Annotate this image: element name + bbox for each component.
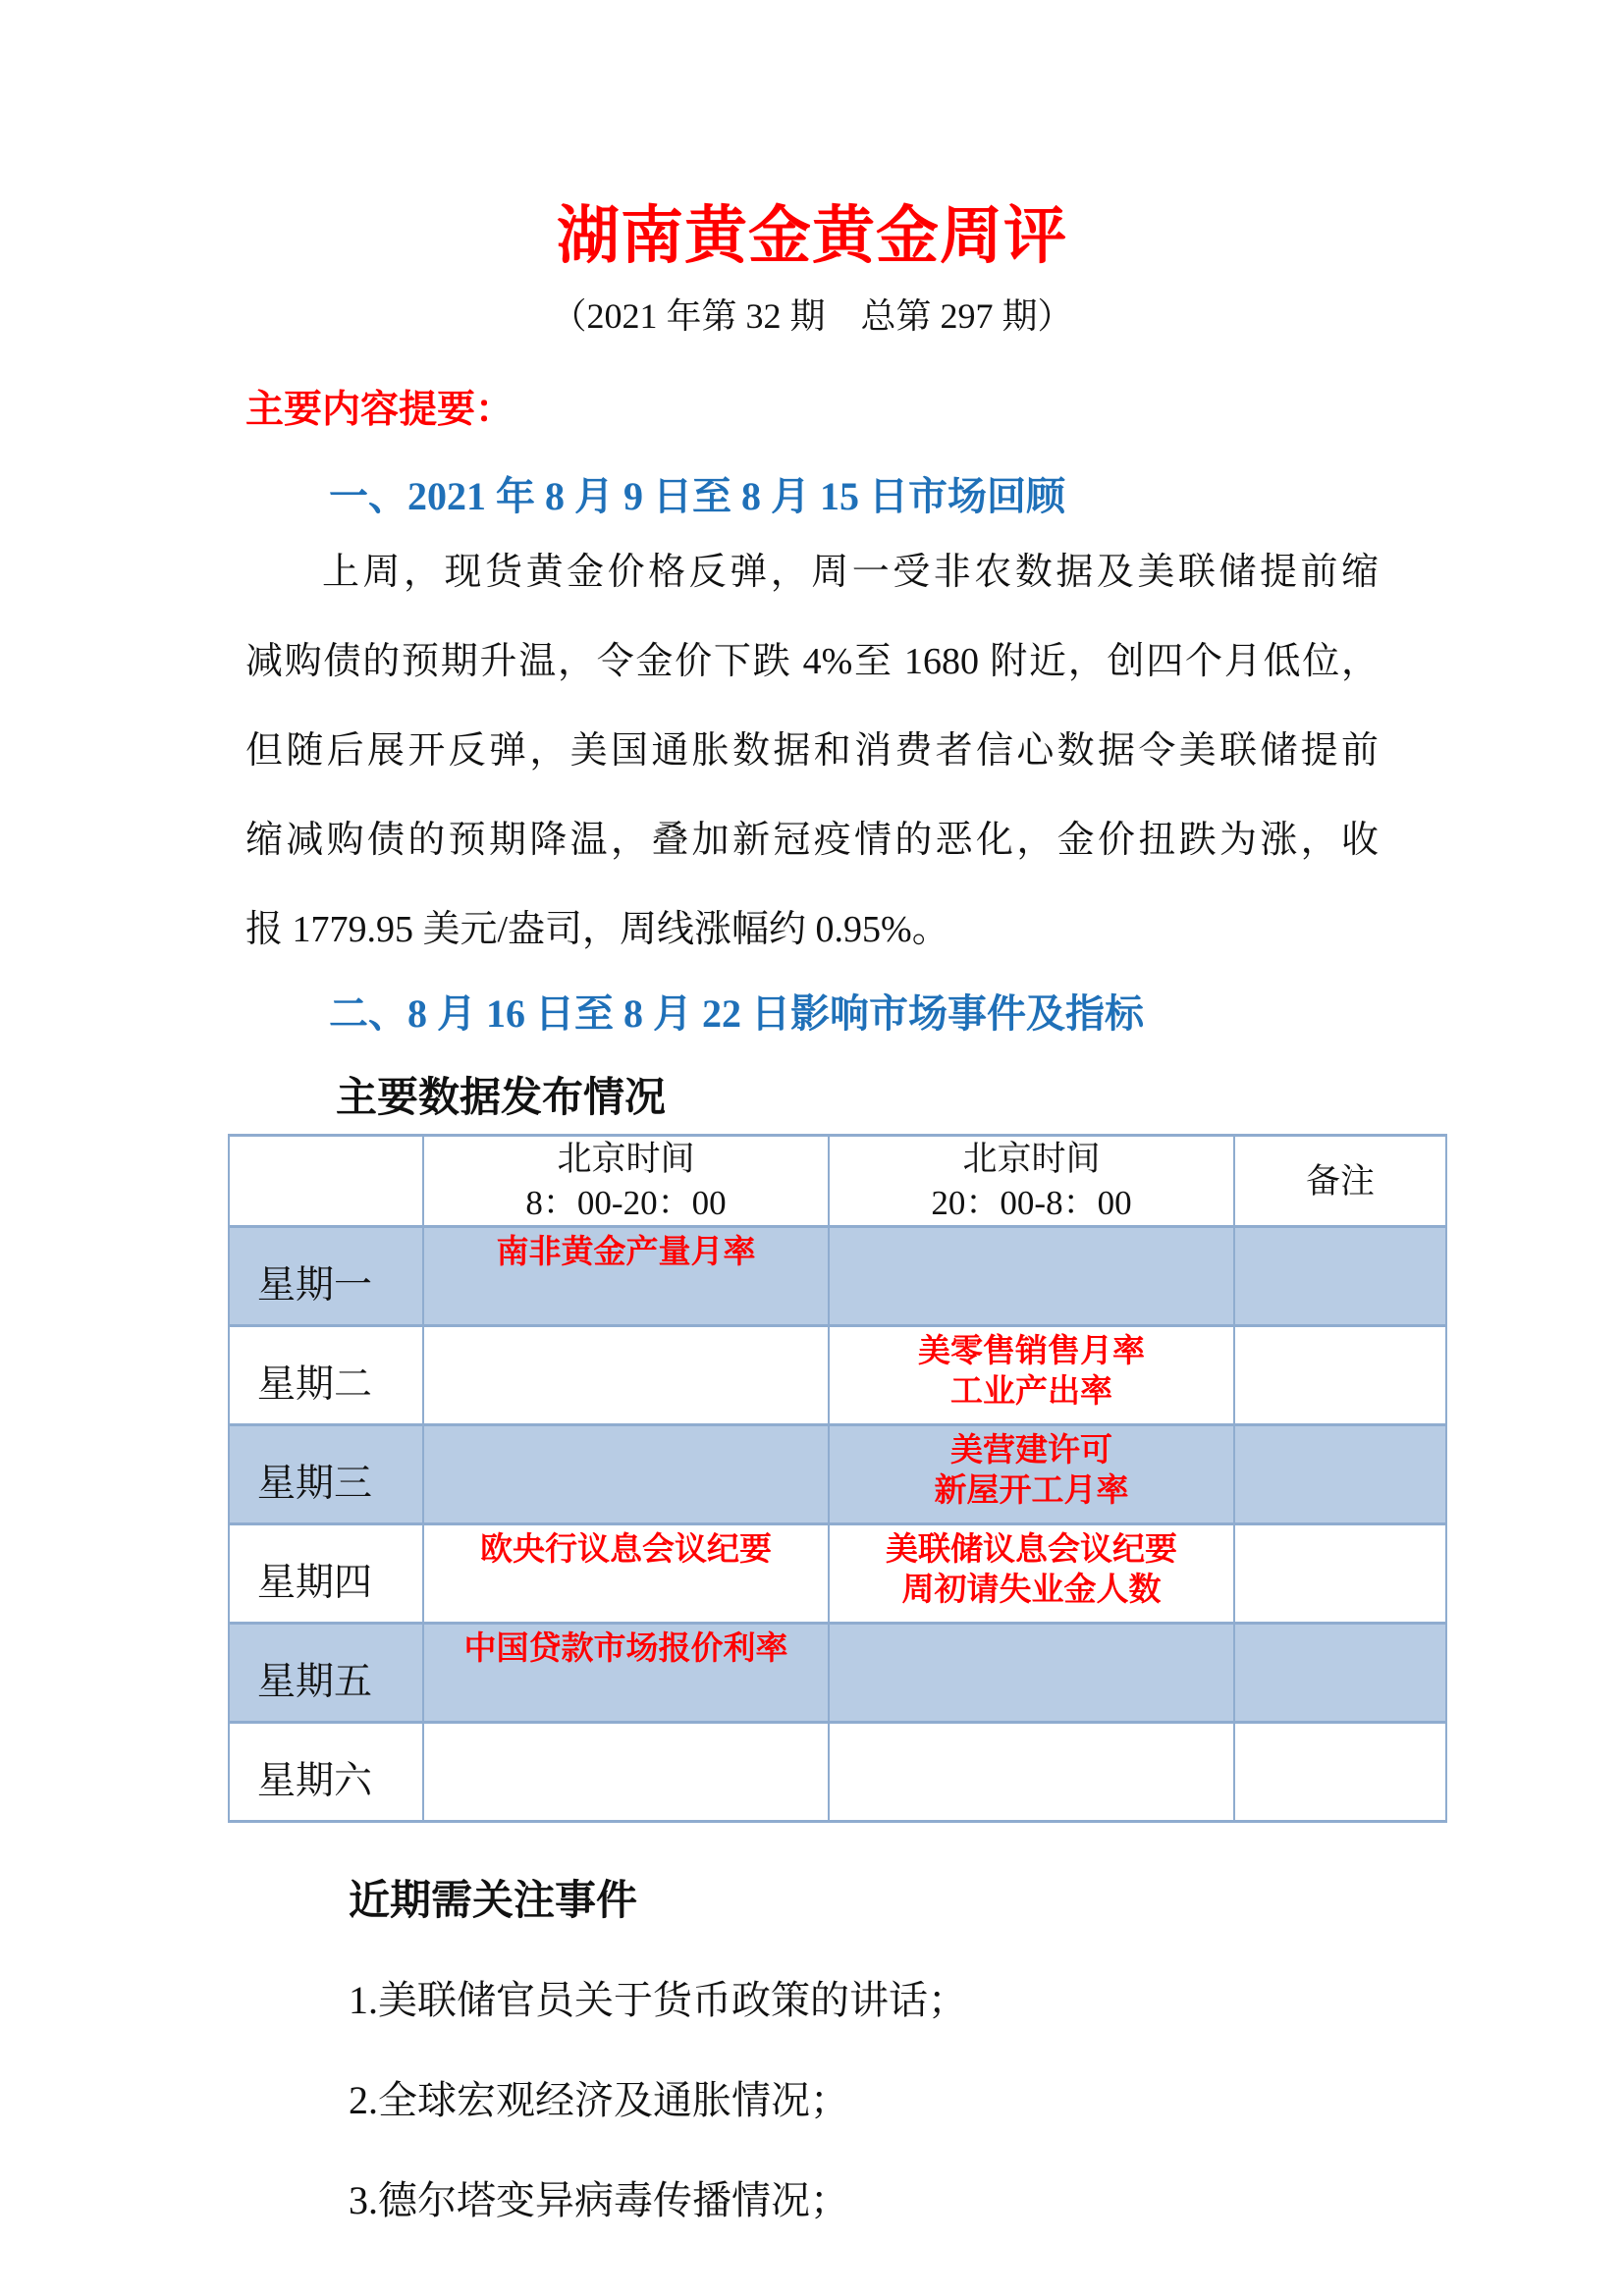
event-text: 美联储议息会议纪要	[886, 1530, 1177, 1567]
table-row-wednesday	[229, 1425, 1446, 1524]
night-cell	[829, 1425, 1234, 1524]
paragraph-line: 报 1779.95 美元/盎司，周线涨幅约 0.95%。	[245, 909, 949, 950]
header-line: 北京时间	[962, 1140, 1101, 1178]
event-item-2: 2.全球宏观经济及通胀情况；	[349, 2078, 849, 2122]
event-item-3: 3.德尔塔变异病毒传播情况；	[349, 2178, 849, 2222]
table-header-row	[229, 1136, 1446, 1227]
day-cell: 星期二	[229, 1326, 423, 1425]
daytime-cell	[423, 1227, 829, 1326]
event-text: 新屋开工月率	[934, 1471, 1129, 1508]
day-cell: 星期一	[229, 1227, 423, 1326]
market-review-paragraph	[245, 528, 1379, 975]
header-cell-empty	[229, 1136, 423, 1227]
paragraph-line: 减购债的预期升温，令金价下跌 4%至 1680 附近，创四个月低位，	[245, 641, 1379, 682]
table-row-saturday	[229, 1723, 1446, 1822]
night-cell	[829, 1326, 1234, 1425]
table-title: 主要数据发布情况	[336, 1074, 667, 1120]
doc-title: 湖南黄金黄金周评	[557, 201, 1067, 271]
night-cell	[829, 1524, 1234, 1624]
events-heading: 近期需关注事件	[349, 1877, 638, 1923]
event-text: 中国贷款市场报价利率	[463, 1629, 788, 1666]
event-text: 美营建许可	[950, 1431, 1112, 1468]
table-row-monday	[229, 1227, 1446, 1326]
header-line: 北京时间	[557, 1140, 695, 1178]
daytime-cell	[423, 1425, 829, 1524]
daytime-cell	[423, 1624, 829, 1723]
event-text: 美零售销售月率	[918, 1332, 1145, 1368]
day-cell: 星期六	[229, 1723, 423, 1822]
header-cell-note	[1234, 1136, 1446, 1227]
night-cell	[829, 1723, 1234, 1822]
note-cell	[1234, 1326, 1446, 1425]
event-text: 欧央行议息会议纪要	[480, 1530, 772, 1567]
event-text: 南非黄金产量月率	[496, 1233, 756, 1269]
night-cell	[829, 1624, 1234, 1723]
paragraph-line: 但随后展开反弹，美国通胀数据和消费者信心数据令美联储提前	[245, 730, 1379, 772]
section2-heading: 二、8 月 16 日至 8 月 22 日影响市场事件及指标	[329, 991, 1144, 1036]
day-cell: 星期三	[229, 1425, 423, 1524]
table-row-tuesday	[229, 1326, 1446, 1425]
night-cell	[829, 1227, 1234, 1326]
event-item-1: 1.美联储官员关于货币政策的讲话；	[349, 1978, 967, 2022]
daytime-cell	[423, 1524, 829, 1624]
table-row-thursday	[229, 1524, 1446, 1624]
header-cell-night	[829, 1136, 1234, 1227]
day-cell: 星期五	[229, 1624, 423, 1723]
summary-label: 主要内容提要：	[245, 389, 514, 431]
header-line: 备注	[1305, 1161, 1375, 1201]
header-cell-daytime	[423, 1136, 829, 1227]
doc-subtitle: （2021 年第 32 期 总第 297 期）	[551, 296, 1073, 336]
note-cell	[1234, 1524, 1446, 1624]
note-cell	[1234, 1723, 1446, 1822]
event-text: 周初请失业金人数	[901, 1571, 1162, 1607]
paragraph-line: 上周，现货黄金价格反弹，周一受非农数据及美联储提前缩	[322, 552, 1379, 593]
event-text: 工业产出率	[950, 1372, 1112, 1409]
note-cell	[1234, 1227, 1446, 1326]
table-row-friday	[229, 1624, 1446, 1723]
note-cell	[1234, 1425, 1446, 1524]
daytime-cell	[423, 1723, 829, 1822]
daytime-cell	[423, 1326, 829, 1425]
day-cell: 星期四	[229, 1524, 423, 1624]
header-line: 20：00-8：00	[931, 1184, 1132, 1222]
data-release-table	[228, 1134, 1447, 1823]
section1-heading: 一、2021 年 8 月 9 日至 8 月 15 日市场回顾	[329, 474, 1065, 518]
note-cell	[1234, 1624, 1446, 1723]
paragraph-line: 缩减购债的预期降温，叠加新冠疫情的恶化，金价扭跌为涨，收	[245, 820, 1379, 861]
header-line: 8：00-20：00	[525, 1184, 727, 1222]
